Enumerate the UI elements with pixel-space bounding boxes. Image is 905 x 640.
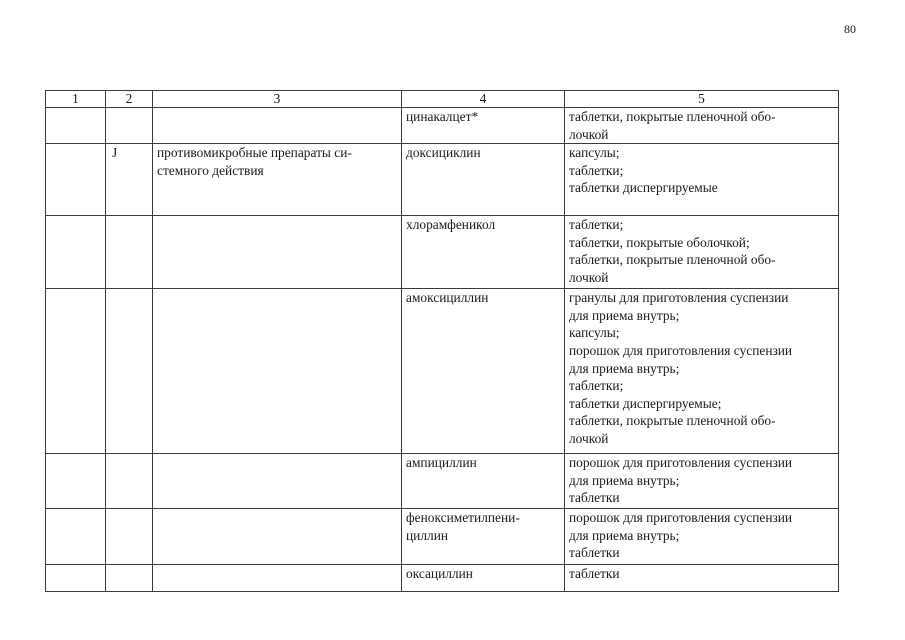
cell-line: циллин: [406, 527, 449, 543]
cell-line: хлорамфеникол: [406, 217, 496, 233]
cell-line: таблетки: [569, 545, 620, 561]
table-row: [46, 144, 839, 216]
drug-table: [45, 90, 839, 592]
cell-line: для приема внутрь;: [569, 527, 680, 543]
header-row: [46, 91, 839, 108]
table-row: [46, 108, 839, 144]
cell-line: лочкой: [569, 269, 609, 285]
cell-col1: [46, 216, 106, 289]
cell-line: лочкой: [569, 126, 609, 142]
cell-dosage-forms: [565, 216, 839, 289]
cell-line: оксациллин: [406, 566, 473, 582]
cell-line: порошок для приготовления суспензии: [569, 455, 793, 471]
cell-line: противомикробные препараты си-: [157, 145, 352, 161]
cell-dosage-forms: [565, 289, 839, 454]
cell-line: цинакалцет*: [406, 109, 479, 124]
cell-group-name: [153, 144, 402, 216]
cell-line: феноксиметилпени-: [406, 510, 520, 526]
cell-line: таблетки, покрытые пленочной обо-: [569, 252, 776, 268]
column-header-3: 3: [153, 91, 402, 108]
cell-col1: [46, 289, 106, 454]
cell-dosage-forms: [565, 454, 839, 509]
table-row: [46, 565, 839, 592]
cell-line: капсулы;: [569, 325, 620, 341]
cell-line: ампициллин: [406, 455, 477, 471]
cell-col2: [106, 216, 153, 289]
cell-line: таблетки, покрытые пленочной обо-: [569, 413, 776, 429]
table-row: [46, 289, 839, 454]
cell-col1: [46, 565, 106, 592]
table-row: [46, 216, 839, 289]
cell-drug-name: [402, 565, 565, 592]
cell-line: таблетки;: [569, 217, 624, 233]
column-header-5: 5: [565, 91, 839, 108]
column-header-1: 1: [46, 91, 106, 108]
cell-drug-name: [402, 509, 565, 565]
cell-col2: [106, 565, 153, 592]
cell-dosage-forms: [565, 108, 839, 144]
cell-col2: [106, 454, 153, 509]
column-header-2: 2: [106, 91, 153, 108]
cell-line: порошок для приготовления суспензии: [569, 510, 793, 526]
cell-drug-name: [402, 216, 565, 289]
table-row: [46, 509, 839, 565]
cell-drug-name: [402, 108, 565, 144]
cell-group-name: [153, 216, 402, 289]
cell-line: для приема внутрь;: [569, 307, 680, 323]
cell-group-name: [153, 454, 402, 509]
cell-line: капсулы;: [569, 145, 620, 161]
cell-line: таблетки, покрытые оболочкой;: [569, 234, 750, 250]
page-number: 80: [844, 22, 856, 36]
cell-line: таблетки: [569, 566, 620, 582]
cell-line: доксициклин: [406, 145, 481, 161]
cell-col2: [106, 289, 153, 454]
cell-line: гранулы для приготовления суспензии: [569, 290, 789, 306]
cell-line: для приема внутрь;: [569, 472, 680, 488]
cell-line: для приема внутрь;: [569, 360, 680, 376]
cell-line: стемного действия: [157, 162, 264, 178]
cell-group-name: [153, 289, 402, 454]
cell-drug-name: [402, 289, 565, 454]
cell-col2: [106, 108, 153, 144]
cell-col1: [46, 509, 106, 565]
cell-line: амоксициллин: [406, 290, 489, 306]
cell-group-name: [153, 108, 402, 144]
cell-dosage-forms: [565, 144, 839, 216]
cell-drug-name: [402, 144, 565, 216]
cell-line: таблетки;: [569, 162, 624, 178]
cell-dosage-forms: [565, 565, 839, 592]
cell-col1: [46, 108, 106, 144]
cell-line: таблетки диспергируемые: [569, 180, 718, 196]
cell-line: порошок для приготовления суспензии: [569, 342, 793, 358]
cell-dosage-forms: [565, 509, 839, 565]
table-body: [46, 108, 839, 592]
cell-line: таблетки диспергируемые;: [569, 395, 722, 411]
cell-col2: [106, 509, 153, 565]
cell-line: лочкой: [569, 430, 609, 446]
cell-line: таблетки, покрытые пленочной обо-: [569, 109, 776, 124]
cell-line: таблетки;: [569, 378, 624, 394]
cell-col1: [46, 144, 106, 216]
cell-line: таблетки: [569, 490, 620, 506]
cell-drug-name: [402, 454, 565, 509]
cell-group-name: [153, 509, 402, 565]
cell-col1: [46, 454, 106, 509]
cell-col2: J: [106, 144, 153, 216]
table-row: [46, 454, 839, 509]
column-header-4: 4: [402, 91, 565, 108]
cell-group-name: [153, 565, 402, 592]
